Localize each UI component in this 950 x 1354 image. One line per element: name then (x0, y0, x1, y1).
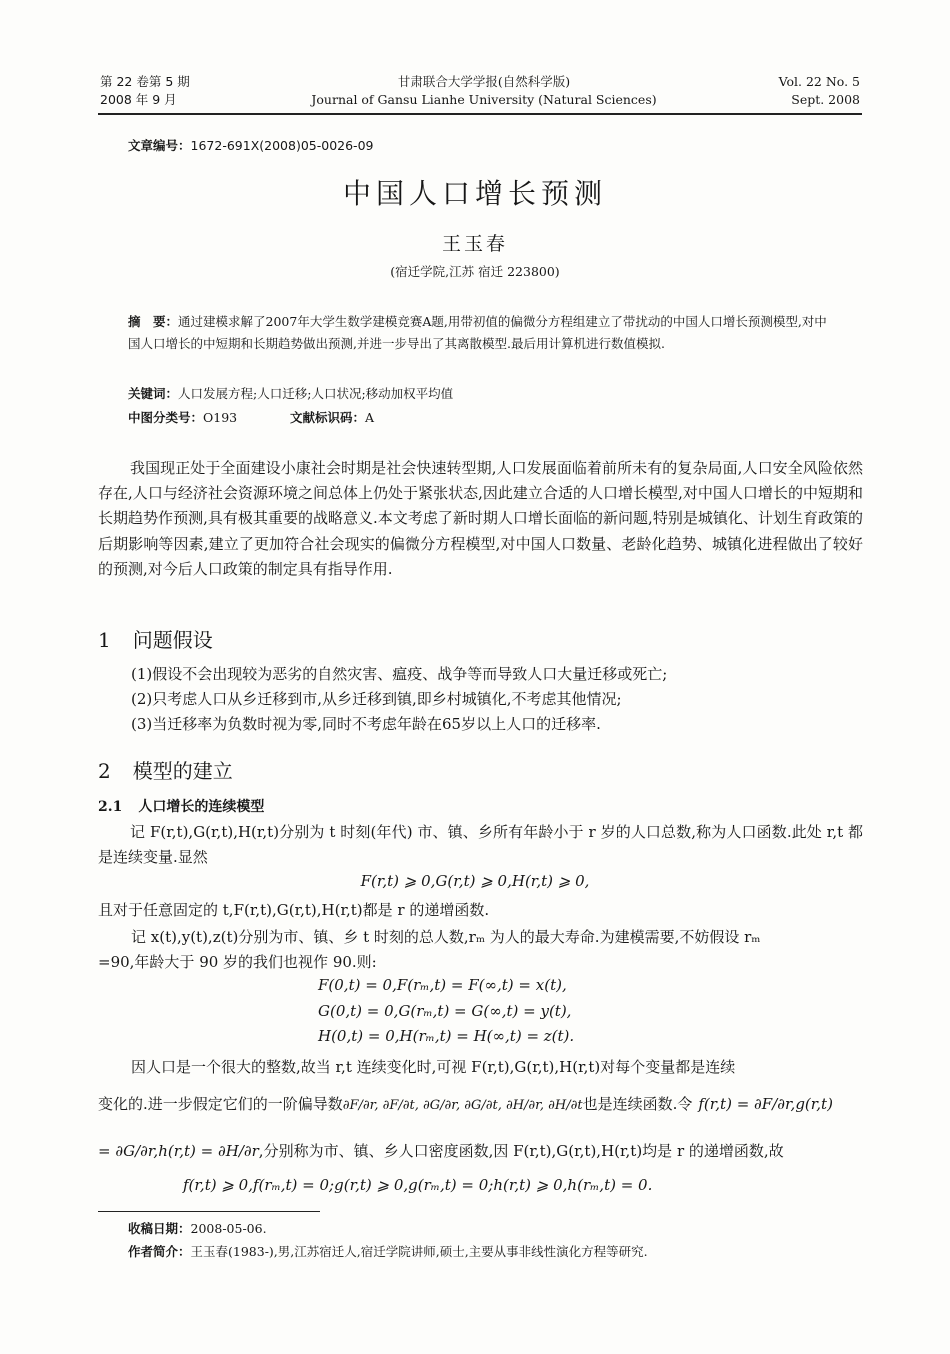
paragraph-densities: = ∂G/∂r,h(r,t) = ∂H/∂r,分别称为市、镇、乡人口密度函数,因 F(r,t),G(r,t),H(r,t)均是 r 的递增函数,故 (98, 1142, 784, 1160)
equation-nonnegative: F(r,t) ⩾ 0,G(r,t) ⩾ 0,H(r,t) ⩾ 0, (360, 872, 590, 890)
paragraph-partials: 变化的.进一步假定它们的一阶偏导数∂F/∂r, ∂F/∂t, ∂G/∂r, ∂G/∂t, ∂H/∂r, ∂H/∂t也是连续函数.令 f(r,t) = ∂F/∂r,g(r,t) (98, 1095, 833, 1113)
header-month: Sept. 2008 (791, 92, 860, 107)
paragraph-population-functions: 记 F(r,t),G(r,t),H(r,t)分别为 t 时刻(年代) 市、镇、乡所有年龄小于 r 岁的人口总数,称为人口函数.此处 r,t 都是连续变量.显然 (98, 823, 863, 867)
assumption-3: (3)当迁移率为负数时视为零,同时不考虑年龄在65岁以上人口的迁移率. (131, 715, 601, 733)
section-2-heading: 2 模型的建立 (98, 759, 233, 783)
article-number: 文章编号：1672-691X(2008)05-0026-09 (128, 138, 374, 153)
header-journal-cn: 甘肃联合大学学报(自然科学版) (397, 74, 571, 89)
received-date: 收稿日期：2008-05-06. (128, 1221, 267, 1236)
abstract-text: 通过建模求解了2007年大学生数学建模竞赛A题,用带初值的偏微分方程组建立了带扰动的中国人口增长预测模型,对中国人口增长的中短期和长期趋势做出预测,并进一步导出了其离散模型.最后用计算机进行数值模拟. (128, 314, 827, 351)
paragraph-totals: 记 x(t),y(t),z(t)分别为市、镇、乡 t 时刻的总人数,rₘ 为人的最大寿命.为建模需要,不妨假设 rₘ (131, 928, 761, 946)
density-f-def: f(r,t) = ∂F/∂r (698, 1095, 791, 1113)
document-code: 文献标识码：A (290, 410, 375, 425)
author-bio: 作者简介：王玉春(1983-),男,江苏宿迁人,宿迁学院讲师,硕士,主要从事非线性演化方程等研究. (128, 1244, 648, 1259)
paragraph-increasing: 且对于任意固定的 t,F(r,t),G(r,t),H(r,t)都是 r 的递增函数. (98, 901, 490, 919)
assumption-2: (2)只考虑人口从乡迁移到市,从乡迁移到镇,即乡村城镇化,不考虑其他情况; (131, 690, 622, 708)
equation-density-conditions: f(r,t) ⩾ 0,f(rₘ,t) = 0;g(r,t) ⩾ 0,g(rₘ,t) = 0;h(r,t) ⩾ 0,h(rₘ,t) = 0. (183, 1176, 653, 1194)
abstract-label: 摘 要： (128, 314, 179, 329)
header-date: 2008 年 9 月 (100, 92, 177, 107)
affiliation: (宿迁学院,江苏 宿迁 223800) (390, 264, 560, 279)
assumption-1: (1)假设不会出现较为恶劣的自然灾害、瘟疫、战争等而导致人口大量迁移或死亡; (131, 665, 668, 683)
clc-number: 中图分类号：O193 (128, 410, 238, 425)
page-title: 中国人口增长预测 (342, 177, 607, 210)
header-vol-no: Vol. 22 No. 5 (778, 74, 860, 89)
abstract (128, 311, 838, 355)
subsection-2-1-heading: 2.1 人口增长的连续模型 (98, 799, 265, 815)
partial-derivatives-list: ∂F/∂r, ∂F/∂t, ∂G/∂r, ∂G/∂t, ∂H/∂r, ∂H/∂t (342, 1098, 583, 1113)
paragraph-totals-cont: =90,年龄大于 90 岁的我们也视作 90.则: (98, 953, 377, 971)
equation-boundary-F: F(0,t) = 0,F(rₘ,t) = F(∞,t) = x(t), (318, 976, 567, 994)
header-rule (98, 113, 862, 115)
intro-paragraph: 我国现正处于全面建设小康社会时期是社会快速转型期,人口发展面临着前所未有的复杂局面,人口安全风险依然存在,人口与经济社会资源环境之间总体上仍处于紧张状态,因此建立合适的人口增长模型,对中国人口增长的中短期和长期趋势作预测,具有极其重要的战略意义.本文考虑了新时期人口增长面临的新问题,特别是城镇化、计划生育政策的后期影响等因素,建立了更加符合社会现实的偏微分方程模型,对中国人口数量、老龄化趋势、城镇化进程做出了较好的预测,对今后人口政策的制定具有指导作用. (98, 459, 863, 578)
density-h-def: ,h(r,t) = ∂H/∂r (153, 1142, 259, 1160)
paragraph-continuity: 因人口是一个很大的整数,故当 r,t 连续变化时,可视 F(r,t),G(r,t),H(r,t)对每个变量都是连续 (131, 1058, 736, 1076)
density-g-def: = ∂G/∂r (98, 1142, 154, 1160)
keywords: 关键词：人口发展方程;人口迁移;人口状况;移动加权平均值 (128, 386, 454, 401)
header-volume: 第 22 卷第 5 期 (100, 74, 190, 89)
section-1-heading: 1 问题假设 (98, 628, 213, 652)
header-journal-en: Journal of Gansu Lianhe University (Natural Sciences) (311, 92, 657, 107)
equation-boundary-H: H(0,t) = 0,H(rₘ,t) = H(∞,t) = z(t). (318, 1027, 575, 1045)
equation-boundary-G: G(0,t) = 0,G(rₘ,t) = G(∞,t) = y(t), (318, 1002, 572, 1020)
footnote-rule (98, 1211, 320, 1212)
author-name: 王玉春 (441, 233, 508, 255)
